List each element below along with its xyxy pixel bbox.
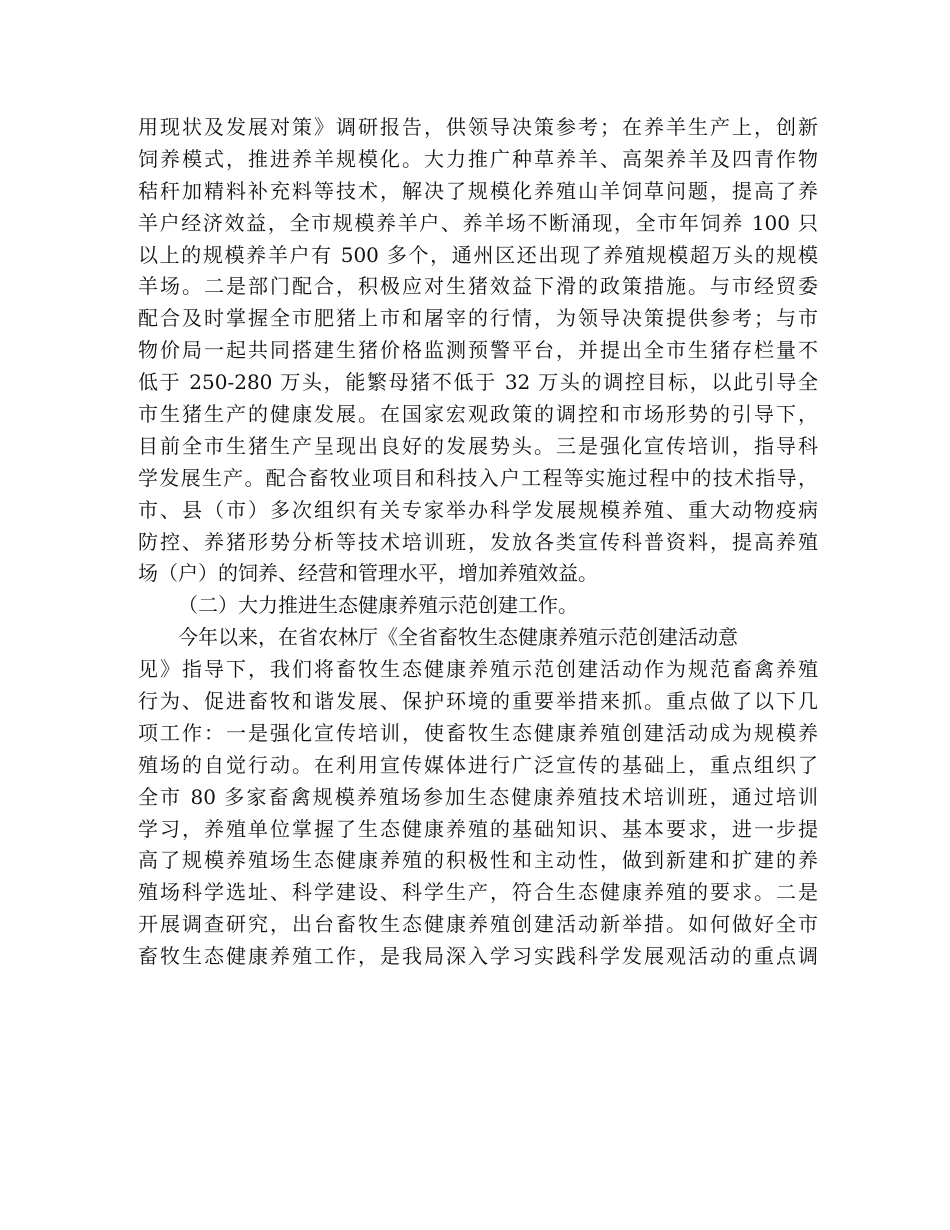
- text-line: 殖场科学选址、科学建设、科学生产，符合生态健康养殖的要求。二是: [138, 880, 818, 905]
- text-line: 行为、促进畜牧和谐发展、保护环境的重要举措来抓。重点做了以下几: [138, 689, 818, 714]
- paragraph-first-line-text: 今年以来，在省农林厅《全省畜牧生态健康养殖示范创建活动意: [178, 625, 738, 650]
- paragraph-end-line: 场（户）的饲养、经营和管理水平，增加养殖效益。: [138, 561, 598, 586]
- document-body: [138, 112, 818, 973]
- text-line: 防控、养猪形势分析等技术培训班，发放各类宣传科普资料，提高养殖: [138, 529, 818, 554]
- section-heading-text: （二）大力推进生态健康养殖示范创建工作。: [178, 593, 578, 618]
- text-line: 全市 80 多家畜禽规模养殖场参加生态健康养殖技术培训班，通过培训: [138, 784, 818, 809]
- text-line: 目前全市生猪生产呈现出良好的发展势头。三是强化宣传培训，指导科: [138, 433, 818, 458]
- text-line: 学习，养殖单位掌握了生态健康养殖的基础知识、基本要求，进一步提: [138, 816, 818, 841]
- text-line: 学发展生产。配合畜牧业项目和科技入户工程等实施过程中的技术指导，: [138, 465, 818, 490]
- text-line: 秸秆加精料补充料等技术，解决了规模化养殖山羊饲草问题，提高了养: [138, 178, 818, 203]
- text-line: 项工作：一是强化宣传培训，使畜牧生态健康养殖创建活动成为规模养: [138, 720, 818, 745]
- text-line: 市生猪生产的健康发展。在国家宏观政策的调控和市场形势的引导下，: [138, 402, 818, 427]
- text-line: 以上的规模养羊户有 500 多个，通州区还出现了养殖规模超万头的规模: [138, 242, 818, 267]
- text-line: 开展调查研究，出台畜牧生态健康养殖创建活动新举措。如何做好全市: [138, 912, 818, 937]
- text-line: 畜牧生态健康养殖工作，是我局深入学习实践科学发展观活动的重点调: [138, 944, 818, 969]
- text-line: 殖场的自觉行动。在利用宣传媒体进行广泛宣传的基础上，重点组织了: [138, 752, 818, 777]
- text-line: 羊场。二是部门配合，积极应对生猪效益下滑的政策措施。与市经贸委: [138, 274, 818, 299]
- text-line: 低于 250-280 万头，能繁母猪不低于 32 万头的调控目标，以此引导全: [138, 370, 818, 395]
- section-heading: [138, 590, 818, 622]
- text-line: 市、县（市）多次组织有关专家举办科学发展规模养殖、重大动物疫病: [138, 497, 818, 522]
- text-line: 物价局一起共同搭建生猪价格监测预警平台，并提出全市生猪存栏量不: [138, 338, 818, 363]
- paragraph-first-line: [138, 622, 818, 654]
- text-line: 配合及时掌握全市肥猪上市和屠宰的行情，为领导决策提供参考；与市: [138, 306, 818, 331]
- text-line: 饲养模式，推进养羊规模化。大力推广种草养羊、高架养羊及四青作物: [138, 146, 818, 171]
- text-line: 高了规模养殖场生态健康养殖的积极性和主动性，做到新建和扩建的养: [138, 848, 818, 873]
- text-line: 用现状及发展对策》调研报告，供领导决策参考；在养羊生产上，创新: [138, 115, 818, 139]
- text-line: 羊户经济效益，全市规模养羊户、养羊场不断涌现，全市年饲养 100 只: [138, 210, 818, 235]
- text-line: 见》指导下，我们将畜牧生态健康养殖示范创建活动作为规范畜禽养殖: [138, 657, 818, 682]
